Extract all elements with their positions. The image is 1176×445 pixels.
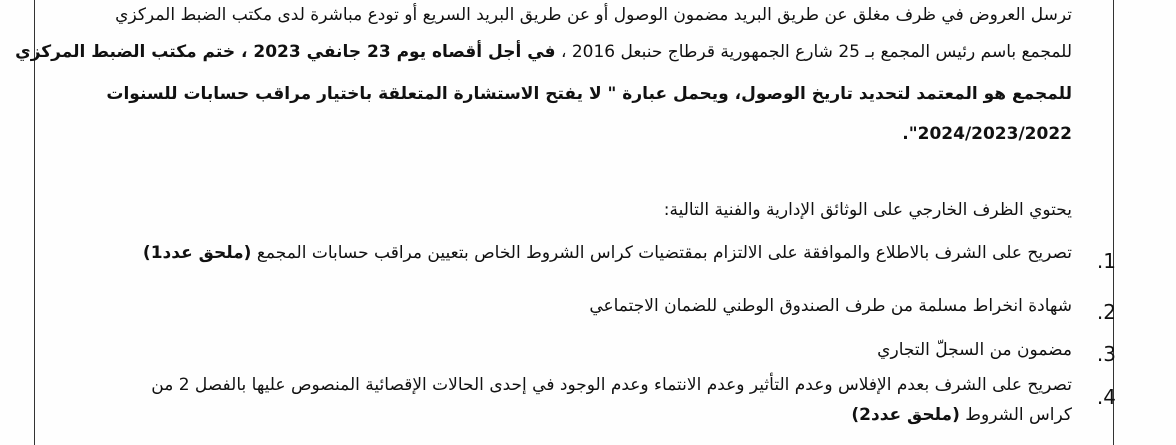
- list-item-number: 4.: [1096, 385, 1116, 409]
- documents-subheading: يحتوي الظرف الخارجي على الوثائق الإدارية والفنية التالية:: [663, 200, 1072, 220]
- intro-line-2: [15, 42, 1072, 62]
- list-item: [60, 243, 1116, 277]
- list-item-continuation: كراس الشروط (ملحق عدد2): [851, 405, 1072, 425]
- list-item-text: تصريح على الشرف بالاطلاع والموافقة على الالتزام بمقتضيات كراس الشروط الخاص بتعيين مراقب حسابات المجمع (ملحق عدد1): [142, 243, 1072, 263]
- page-border-right: [1113, 0, 1114, 445]
- list-item: [60, 296, 1116, 326]
- list-item: [60, 375, 1116, 435]
- list-item: [60, 340, 1116, 370]
- intro-line-2-plain: للمجمع باسم رئيس المجمع بـ 25 شارع الجمهورية قرطاج حنبعل 2016 ،: [555, 42, 1072, 62]
- annex-reference: (ملحق عدد2): [851, 405, 960, 425]
- list-item-number: 3.: [1096, 342, 1116, 366]
- list-item-text: تصريح على الشرف بعدم الإفلاس وعدم التأثير وعدم الانتماء وعدم الوجود في إحدى الحالات الإقصائية المنصوص عليها بالفصل 2 من: [151, 375, 1072, 395]
- list-item-text: شهادة انخراط مسلمة من طرف الصندوق الوطني للضمان الاجتماعي: [589, 296, 1072, 316]
- intro-line-4: 2024/2023/2022".: [902, 124, 1072, 144]
- list-item-number: 1.: [1096, 249, 1116, 273]
- annex-reference: (ملحق عدد1): [142, 243, 252, 263]
- list-item-number: 2.: [1096, 300, 1116, 324]
- page-border-left: [34, 0, 35, 445]
- intro-line-3: للمجمع هو المعتمد لتحديد تاريخ الوصول، ويحمل عبارة " لا يفتح الاستشارة المتعلقة باختيار مراقب حسابات للسنوات: [106, 84, 1072, 104]
- intro-line-1: ترسل العروض في ظرف مغلق عن طريق البريد مضمون الوصول أو عن طريق البريد السريع أو تودع مباشرة لدى مكتب الضبط المركزي: [115, 5, 1072, 25]
- list-item-text: مضمون من السجلّ التجاري: [877, 340, 1072, 360]
- intro-line-2-bold: في أجل أقصاه يوم 23 جانفي 2023 ، ختم مكتب الضبط المركزي: [15, 42, 556, 62]
